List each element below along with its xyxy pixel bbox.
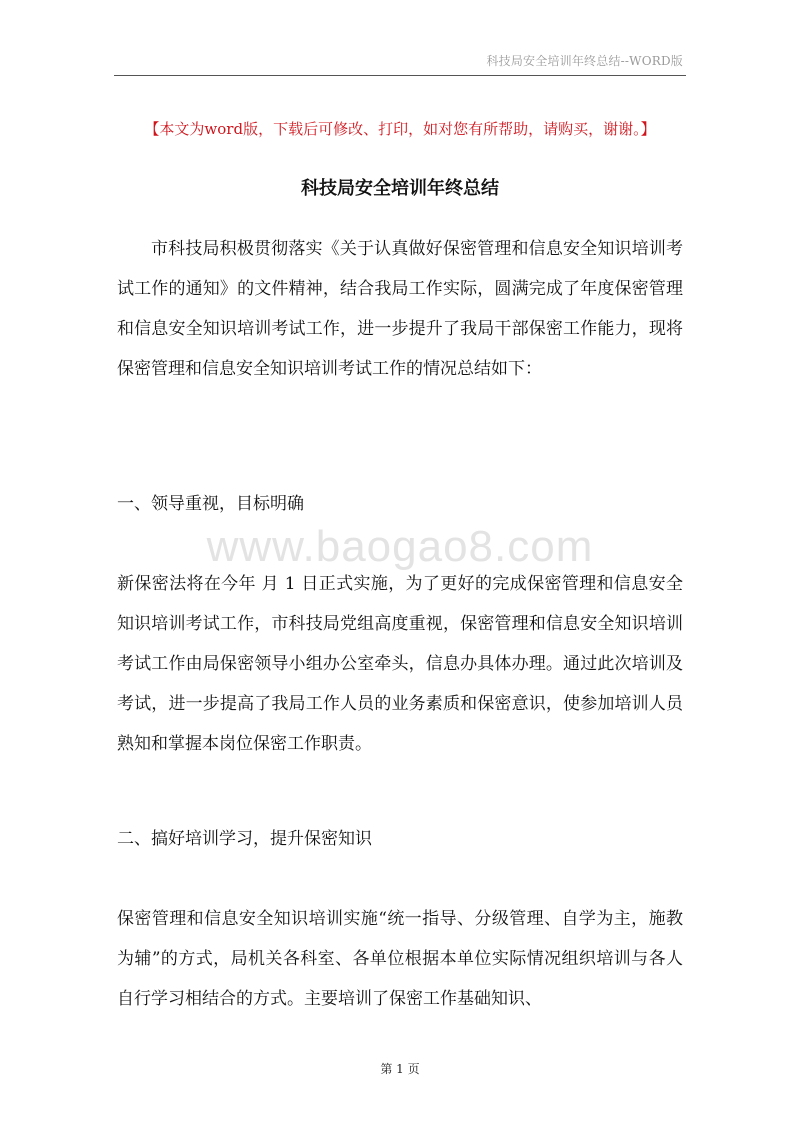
purchase-notice: 【本文为word版，下载后可修改、打印，如对您有所帮助，请购买，谢谢。】 bbox=[144, 120, 656, 138]
section-heading-2: 二、搞好培训学习，提升保密知识 bbox=[117, 829, 372, 849]
section-heading-1: 一、领导重视，目标明确 bbox=[117, 494, 304, 514]
watermark: www.baogao8.com bbox=[206, 522, 594, 571]
document-title: 科技局安全培训年终总结 bbox=[301, 178, 499, 199]
section-2-paragraph: 保密管理和信息安全知识培训实施“统一指导、分级管理、自学为主，施教为辅”的方式，局机关各科室、各单位根据本单位实际情况组织培训与各人自行学习相结合的方式。主要培训了保密工作基础知识、 bbox=[117, 909, 683, 1009]
page-number: 第 1 页 bbox=[380, 1062, 420, 1076]
header-divider bbox=[114, 75, 686, 76]
running-header: 科技局安全培训年终总结--WORD版 bbox=[486, 54, 683, 68]
intro-paragraph: 市科技局积极贯彻落实《关于认真做好保密管理和信息安全知识培训考试工作的通知》的文件精神，结合我局工作实际，圆满完成了年度保密管理和信息安全知识培训考试工作，进一步提升了我局干部保密工作能力，现将保密管理和信息安全知识培训考试工作的情况总结如下： bbox=[117, 239, 683, 379]
section-1-paragraph: 新保密法将在今年 月 1 日正式实施，为了更好的完成保密管理和信息安全知识培训考试工作，市科技局党组高度重视，保密管理和信息安全知识培训考试工作由局保密领导小组办公室牵头，信息办具体办理。通过此次培训及考试，进一步提高了我局工作人员的业务素质和保密意识，使参加培训人员熟知和掌握本岗位保密工作职责。 bbox=[117, 574, 683, 754]
